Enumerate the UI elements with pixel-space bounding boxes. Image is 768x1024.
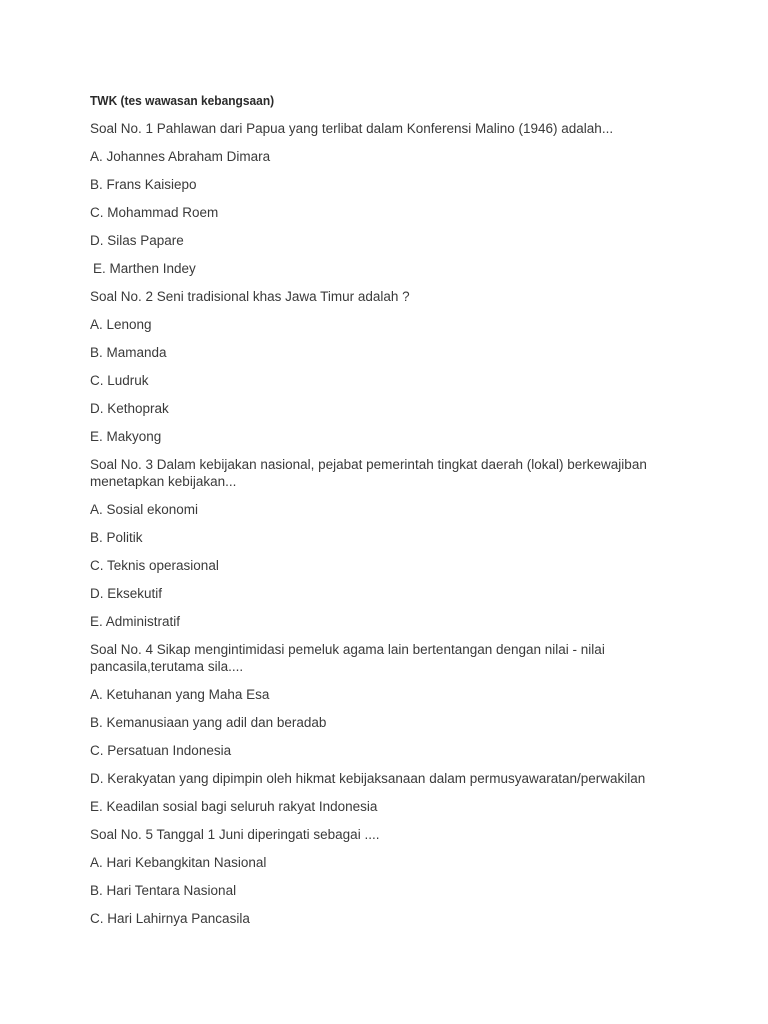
question-5-option-a: A. Hari Kebangkitan Nasional (90, 855, 267, 870)
question-4-option-a: A. Ketuhanan yang Maha Esa (90, 687, 270, 702)
question-1-option-b: B. Frans Kaisiepo (90, 177, 197, 192)
question-5-prompt: Soal No. 5 Tanggal 1 Juni diperingati sebagai .... (90, 827, 380, 842)
question-1-option-c: C. Mohammad Roem (90, 205, 219, 220)
question-1-option-a: A. Johannes Abraham Dimara (90, 149, 271, 164)
question-2-option-a: A. Lenong (90, 317, 152, 332)
question-4-option-c: C. Persatuan Indonesia (90, 743, 232, 758)
question-4-prompt: Soal No. 4 Sikap mengintimidasi pemeluk agama lain bertentangan dengan nilai - nilai pancasila,terutama sila.... (90, 642, 605, 674)
question-1-prompt: Soal No. 1 Pahlawan dari Papua yang terlibat dalam Konferensi Malino (1946) adalah... (90, 121, 614, 136)
question-3-prompt: Soal No. 3 Dalam kebijakan nasional, pejabat pemerintah tingkat daerah (lokal) berkewajiban menetapkan kebijakan... (90, 457, 647, 489)
document-page (90, 92, 690, 938)
question-1-option-d: D. Silas Papare (90, 233, 184, 248)
question-3-option-e: E. Administratif (90, 614, 181, 629)
question-2-option-e: E. Makyong (90, 429, 162, 444)
question-5-option-c: C. Hari Lahirnya Pancasila (90, 911, 250, 926)
question-5-option-b: B. Hari Tentara Nasional (90, 883, 237, 898)
question-3-option-d: D. Eksekutif (90, 586, 163, 601)
question-4-option-e: E. Keadilan sosial bagi seluruh rakyat Indonesia (90, 799, 378, 814)
question-2-option-c: C. Ludruk (90, 373, 149, 388)
question-2-prompt: Soal No. 2 Seni tradisional khas Jawa Timur adalah ? (90, 289, 410, 304)
question-1-option-e: E. Marthen Indey (93, 261, 196, 276)
question-4-option-b: B. Kemanusiaan yang adil dan beradab (90, 715, 327, 730)
question-3-option-a: A. Sosial ekonomi (90, 502, 199, 517)
question-2-option-b: B. Mamanda (90, 345, 167, 360)
question-3-option-b: B. Politik (90, 530, 143, 545)
question-2-option-d: D. Kethoprak (90, 401, 169, 416)
document-title: TWK (tes wawasan kebangsaan) (90, 93, 275, 108)
question-4-option-d: D. Kerakyatan yang dipimpin oleh hikmat kebijaksanaan dalam permusyawaratan/perwakilan (90, 771, 646, 786)
question-3-option-c: C. Teknis operasional (90, 558, 219, 573)
